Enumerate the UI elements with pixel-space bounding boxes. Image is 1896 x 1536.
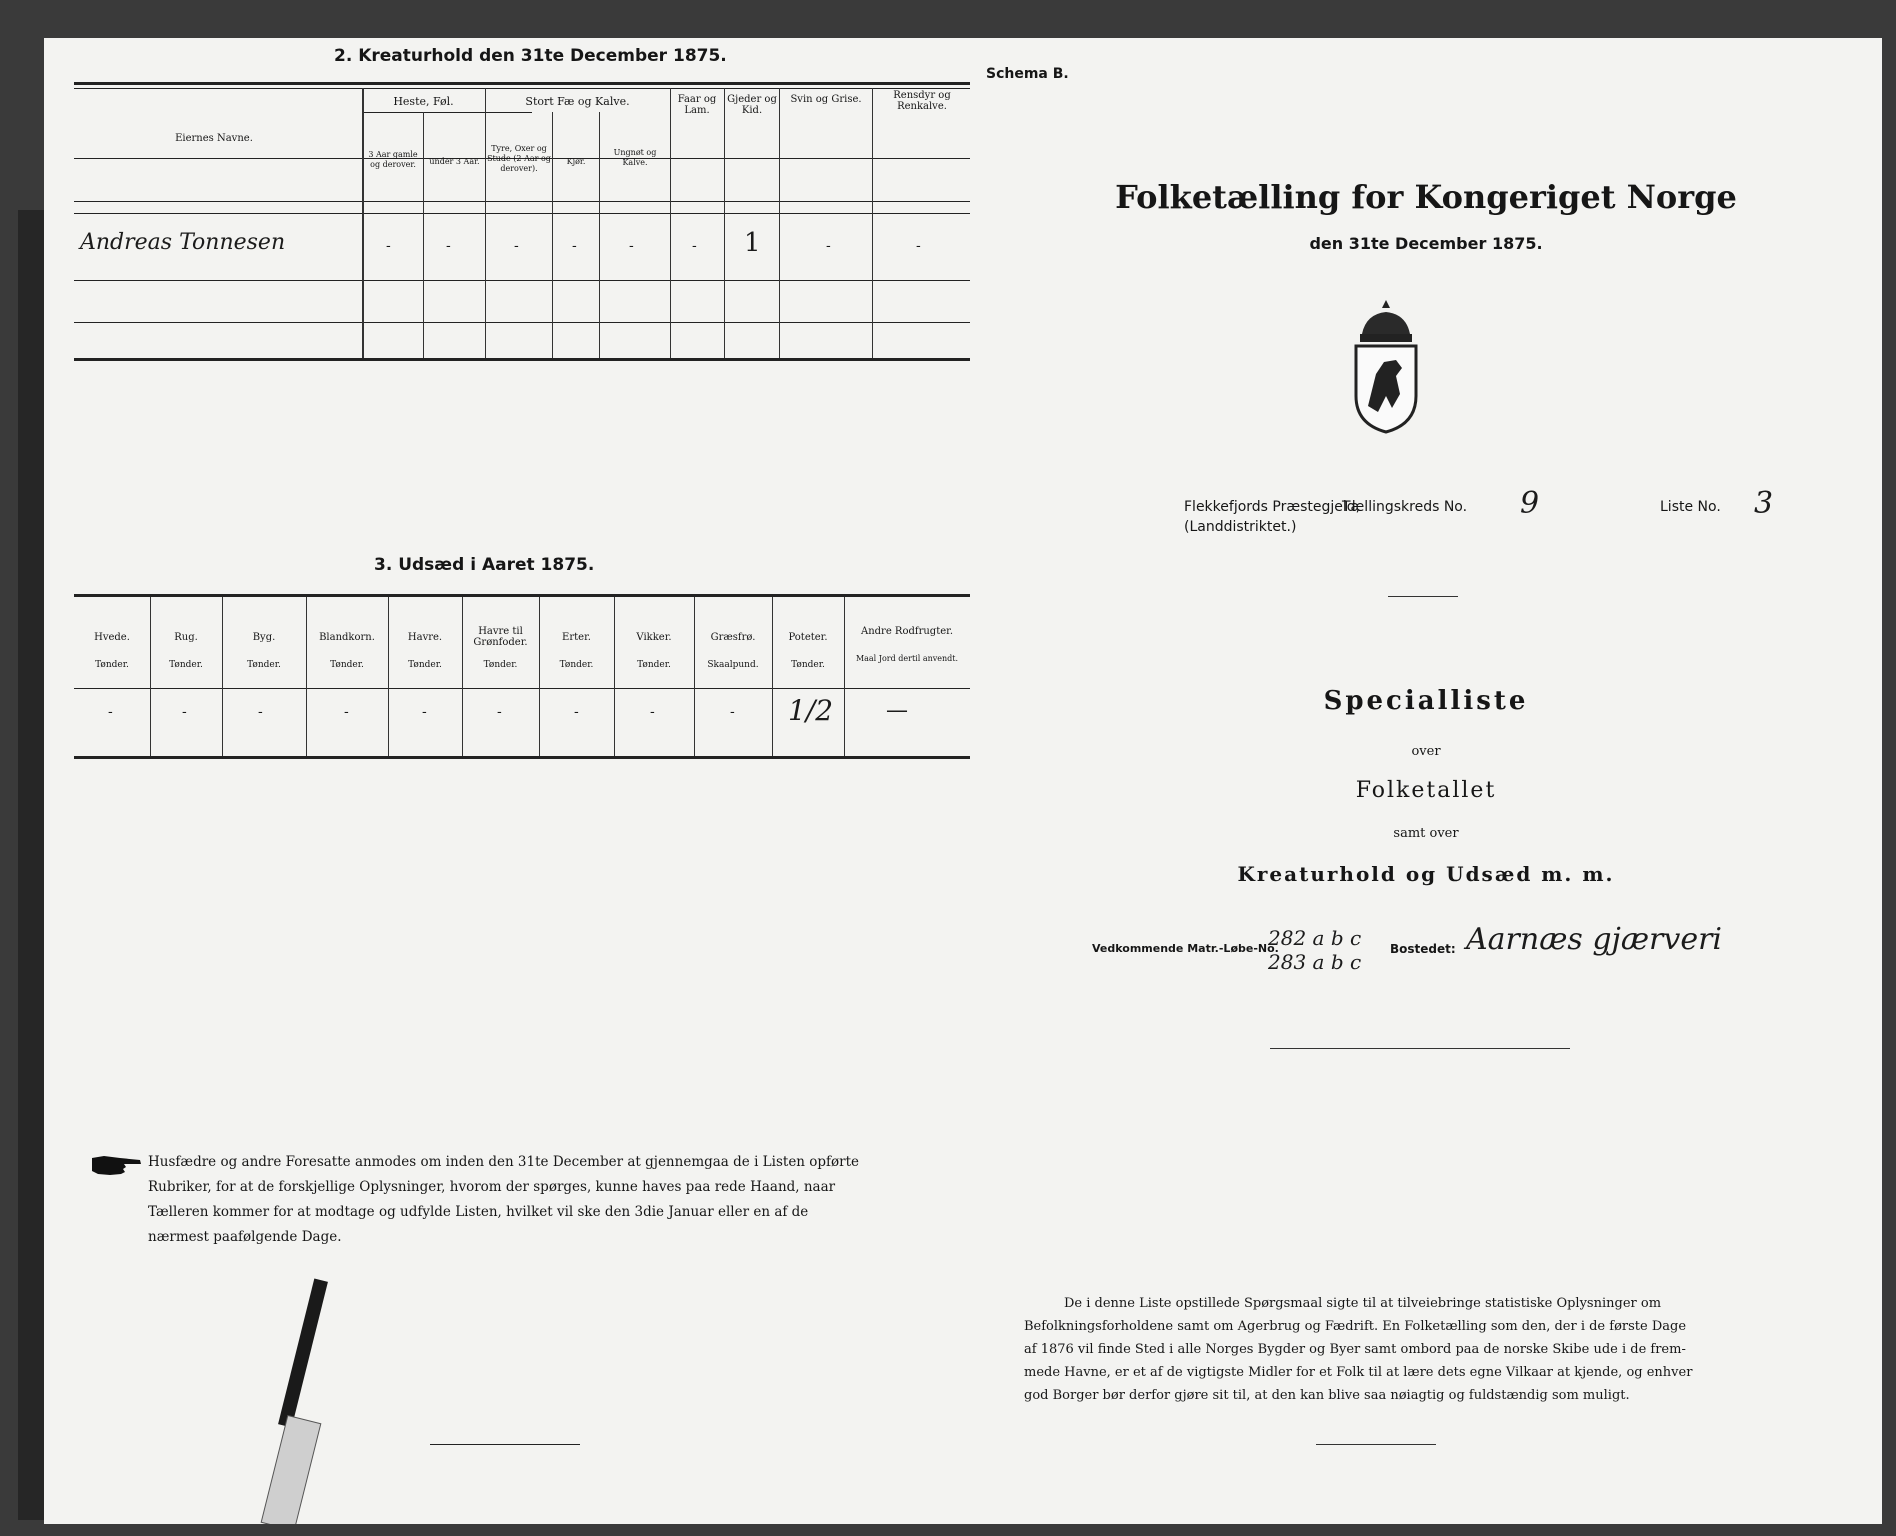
unit-mixed-grain: Tønder. [330,660,364,670]
notice-line: Tælleren kommer for at modtage og udfylde Listen, hvilket vil ske den 3die Januar eller en af de [148,1204,809,1220]
section3-title: 3. Udsæd i Aaret 1875. [374,555,595,575]
pigs-header: Svin og Grise. [790,94,862,105]
book-spine [18,210,44,1520]
value-barley: - [258,704,263,720]
closing-rule [430,1444,580,1445]
notice-line: Husfædre og andre Foresatte anmodes om inden den 31te December at gjennemgaa de i Listen opførte [148,1154,860,1170]
document-title: Folketælling for Kongeriget Norge [1115,178,1737,216]
value-goats: 1 [744,228,761,258]
crop-wheat: Hvede. [94,632,130,643]
specialliste-heading: Specialliste [1323,686,1529,716]
cattle-header: Stort Fæ og Kalve. [525,95,630,108]
schema-label: Schema B. [986,66,1069,82]
footer-paragraph [1024,1292,1840,1407]
value-grass-seed: - [730,704,735,720]
notice-line: Rubriker, for at de forskjellige Oplysninger, hvorom der spørges, kunne haves paa rede Haand, naar [148,1179,836,1195]
col-divider [462,597,463,756]
left-page [44,38,972,1524]
unit-green-oats: Tønder. [483,660,518,670]
parish-label: Flekkefjords Præstegjeld, [1184,499,1361,515]
col-divider [539,597,540,756]
horses-old-header: 3 Aar gamle og derover. [368,150,418,169]
col-divider [423,112,424,358]
value-sheep: - [692,238,697,254]
value-vetch: - [650,704,655,720]
closing-rule [1316,1444,1436,1445]
liste-value: 3 [1754,486,1774,521]
crop-potatoes: Poteter. [788,632,828,643]
col-divider [485,88,486,358]
table-rule [362,112,532,113]
value-mixed-grain: - [344,704,349,720]
crop-green-oats: Havre til Grønfoder. [473,626,528,648]
crop-vetch: Vikker. [636,632,672,643]
sheep-header: Faar og Lam. [677,94,717,116]
table-rule [74,688,972,689]
bosted-value: Aarnæs gjærveri [1466,922,1723,957]
col-divider [670,88,671,358]
unit-rye: Tønder. [169,660,203,670]
document-date: den 31te December 1875. [1309,234,1543,253]
value-green-oats: - [497,704,502,720]
over-text: over [1411,744,1441,759]
coat-of-arms-icon [1346,296,1426,440]
col-divider [844,597,845,756]
unit-wheat: Tønder. [95,660,129,670]
footer-line: De i denne Liste opstillede Spørgsmaal sigte til at tilveiebringe statistiske Oplysninger om [1064,1296,1662,1311]
col-divider [772,597,773,756]
matr-value-2: 283 a b c [1268,950,1362,974]
right-page [970,38,1882,1524]
notice-line: nærmest paafølgende Dage. [148,1229,342,1245]
unit-peas: Tønder. [559,660,594,670]
value-horses-young: - [446,238,451,254]
liste-label: Liste No. [1660,499,1721,515]
bosted-label: Bostedet: [1390,942,1456,956]
kreds-value: 9 [1520,486,1540,521]
value-oxen: - [514,238,519,254]
value-oats: - [422,704,427,720]
value-calves: - [629,238,634,254]
table-rule [74,201,972,202]
kreaturhold-heading: Kreaturhold og Udsæd m. m. [1237,862,1615,886]
crop-rye: Rug. [174,632,198,643]
col-divider [362,88,364,358]
value-root-crops: — [886,698,908,723]
value-cows: - [572,238,577,254]
col-divider [779,88,780,358]
section2-title: 2. Kreaturhold den 31te December 1875. [334,46,727,66]
table-rule [74,82,972,85]
table-rule [74,594,972,597]
reindeer-header: Rensdyr og Renkalve. [893,90,951,112]
col-divider [388,597,389,756]
table-rule [74,358,972,361]
footer-line: Befolkningsforholdene samt om Agerbrug og Fædrift. En Folketælling som den, der i de første Dage [1024,1319,1687,1334]
value-horses-old: - [386,238,391,254]
divider-rule [1388,596,1458,597]
col-divider [150,597,151,756]
owner-header: Eiernes Navne. [175,133,253,144]
matr-label: Vedkommende Matr.-Løbe-No. [1092,942,1279,955]
crop-barley: Byg. [252,632,276,643]
pen-icon [234,1278,374,1524]
unit-oats: Tønder. [408,660,442,670]
unit-barley: Tønder. [247,660,281,670]
goats-header: Gjeder og Kid. [727,94,777,116]
col-divider [872,88,873,358]
col-divider [694,597,695,756]
table-rule [74,322,972,323]
value-peas: - [574,704,579,720]
value-pigs: - [826,238,831,254]
col-divider [306,597,307,756]
matr-value-1: 282 a b c [1268,926,1362,950]
cows-header: Kjør. [566,157,586,166]
calves-header: Ungnøt og Kalve. [613,148,657,167]
table-rule [74,213,972,214]
kreds-label: Tællingskreds No. [1342,499,1468,515]
footer-line: god Borger bør derfor gjøre sit til, at den kan blive saa nøiagtig og fuldstændig som muligt. [1024,1388,1630,1403]
footer-line: af 1876 vil finde Sted i alle Norges Bygder og Byer samt ombord paa de norske Skibe ude i de frem- [1024,1342,1686,1357]
crop-mixed-grain: Blandkorn. [319,632,375,643]
col-divider [552,112,553,358]
folketallet-heading: Folketallet [1355,778,1497,803]
footer-line: mede Havne, er et af de vigtigste Midler for et Folk til at lære dets egne Vilkaar at kjende, og enhver [1024,1365,1693,1380]
oxen-header: Tyre, Oxer og Stude (2 Aar og derover). [487,144,551,173]
crop-grass-seed: Græsfrø. [710,632,756,643]
table-rule [74,756,972,759]
value-potatoes: 1/2 [788,694,834,727]
value-reindeer: - [916,238,921,254]
unit-grass-seed: Skaalpund. [707,660,759,670]
notice-paragraph [148,1150,938,1250]
crop-root-crops: Andre Rodfrugter. [860,626,953,637]
samt-over-text: samt over [1393,826,1459,841]
table-rule [74,88,972,89]
unit-vetch: Tønder. [637,660,671,670]
col-divider [614,597,615,756]
value-wheat: - [108,704,113,720]
unit-potatoes: Tønder. [791,660,825,670]
unit-root-crops: Maal Jord dertil anvendt. [855,654,959,663]
value-rye: - [182,704,187,720]
owner-name: Andreas Tonnesen [80,230,286,255]
crop-peas: Erter. [562,632,591,643]
divider-rule [1270,1048,1570,1049]
horses-young-header: under 3 Aar. [429,157,480,166]
table-rule [74,280,972,281]
col-divider [222,597,223,756]
crop-oats: Havre. [407,632,443,643]
col-divider [724,88,725,358]
pointing-hand-icon [90,1152,144,1182]
district-label: (Landdistriktet.) [1184,519,1297,535]
horses-header: Heste, Føl. [393,95,454,108]
